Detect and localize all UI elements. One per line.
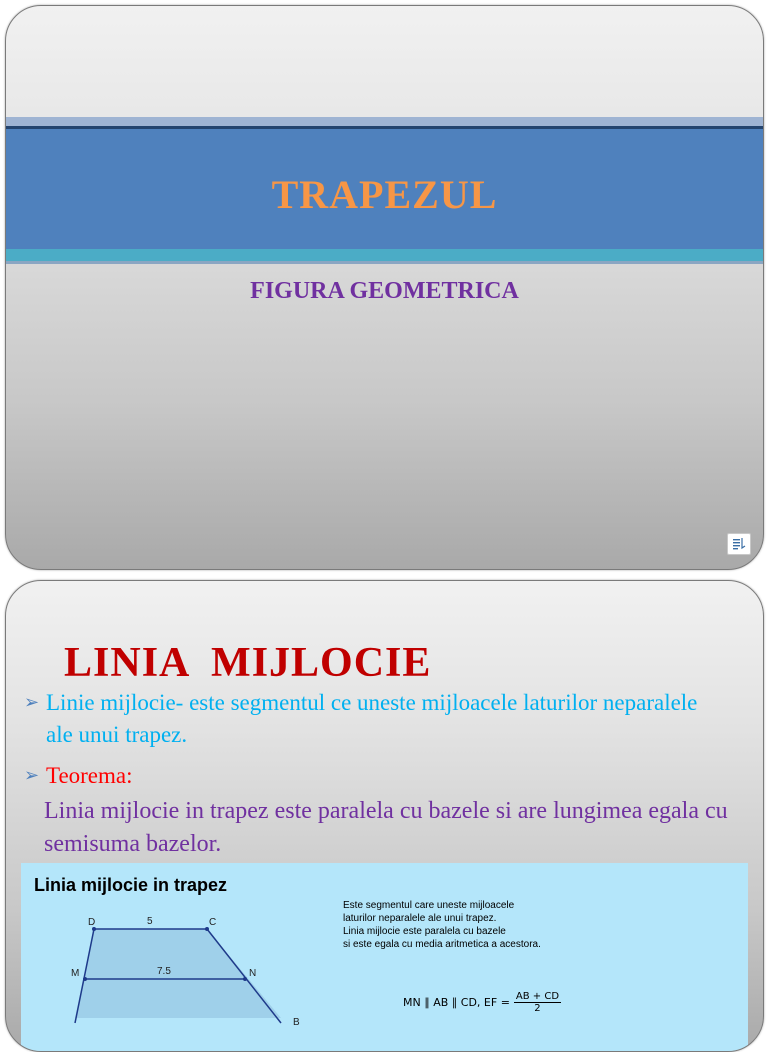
point-n [243,977,247,981]
label-c: C [209,917,217,928]
bullet-text: Linie mijlocie- este segmentul ce uneste mijloacele laturilor neparalele ale unui trapez. [46,690,698,747]
title-band-shadow [6,261,763,264]
bullet-arrow-icon: ➢ [24,692,40,713]
title-band-top [6,117,763,126]
slide-2 [5,580,764,1052]
inset-title: Linia mijlocie in trapez [34,875,228,895]
slide-title: TRAPEZUL [271,172,498,217]
formula-left: MN ∥ AB ∥ CD, EF = [403,996,510,1009]
label-m: M [71,968,80,979]
bullet-theorem [24,760,133,792]
formula-numerator: AB + CD [515,991,560,1002]
bullet-text: Teorema: [46,763,133,788]
label-dc-length: 5 [147,916,153,927]
bullet-arrow-icon: ➢ [24,765,40,786]
notes-icon[interactable] [727,533,751,555]
label-d: D [88,917,96,928]
inset-description [343,899,541,951]
midline-formula [403,991,561,1014]
point-m [83,977,87,981]
formula-denominator: 2 [534,1003,541,1014]
theorem-text: Linia mijlocie in trapez este paralela cu bazele si are lungimea egala cu semisuma bazelor. [44,798,728,857]
slide-subtitle: FIGURA GEOMETRICA [250,278,519,304]
desc-line: si este egala cu media aritmetica a acestora. [343,939,541,950]
label-n: N [249,968,257,979]
desc-line: Este segmentul care uneste mijloacele [343,900,515,911]
slide-1 [5,5,764,570]
title-band-bottom [6,249,763,261]
label-mn-length: 7.5 [157,966,171,977]
formula-fraction [514,991,561,1014]
bullet-definition [24,687,724,751]
slide-title: LINIA MIJLOCIE [64,640,432,686]
label-b: B [293,1017,300,1028]
desc-line: Linia mijlocie este paralela cu bazele [343,926,506,937]
desc-line: laturilor neparalele ale unui trapez. [343,913,497,924]
